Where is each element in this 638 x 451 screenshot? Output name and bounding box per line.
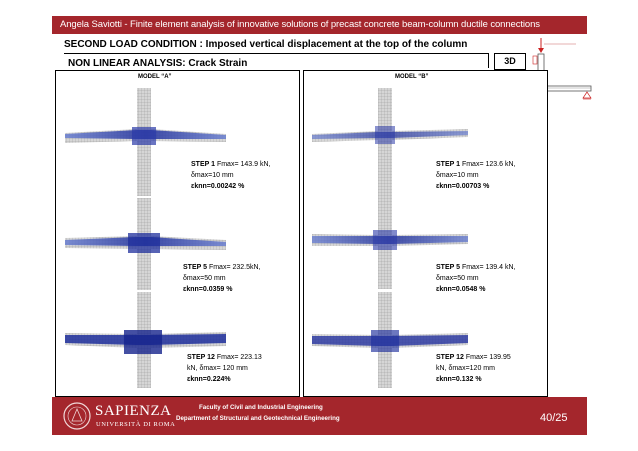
footer-faculty: Faculty of Civil and Industrial Engineering <box>199 404 323 411</box>
university-subname: UNIVERSITÀ DI ROMA <box>96 421 176 428</box>
model-b-step1-text: STEP 1 Fmax= 123.6 kN, δmax=10 mm εknn=0.00703 % <box>436 161 516 190</box>
model-a-label: MODEL “A” <box>138 74 172 80</box>
slide-title: SECOND LOAD CONDITION : Imposed vertical displacement at the top of the column <box>64 39 468 50</box>
model-a-step5-text: STEP 5 Fmax= 232.5kN, δmax=50 mm εknn=0.0359 % <box>183 264 261 293</box>
header-text: Angela Saviotti - Finite element analysis of innovative solutions of precast concrete beam-column ductile connections <box>60 19 540 30</box>
slide-subtitle: NON LINEAR ANALYSIS: Crack Strain <box>68 58 248 69</box>
model-b-step5-text: STEP 5 Fmax= 139.4 kN, δmax=50 mm εknn=0.0548 % <box>436 264 516 293</box>
model-a-step1-text: STEP 1 Fmax= 143.9 kN, δmax=10 mm εknn=0.00242 % <box>191 161 271 190</box>
page-number: 40/25 <box>540 412 568 424</box>
model-b-step12-text: STEP 12 Fmax= 139.95 kN, δmax=120 mm εknn=0.132 % <box>436 354 511 383</box>
model-b-label: MODEL “B” <box>395 74 429 80</box>
university-name: SAPIENZA <box>95 403 172 419</box>
model-a-step12-text: STEP 12 Fmax= 223.13 kN, δmax= 120 mm εknn=0.224% <box>187 354 262 383</box>
footer-department: Department of Structural and Geotechnical Engineering <box>176 415 340 422</box>
view-3d-button[interactable]: 3D <box>494 53 526 70</box>
university-seal-icon <box>62 400 92 432</box>
